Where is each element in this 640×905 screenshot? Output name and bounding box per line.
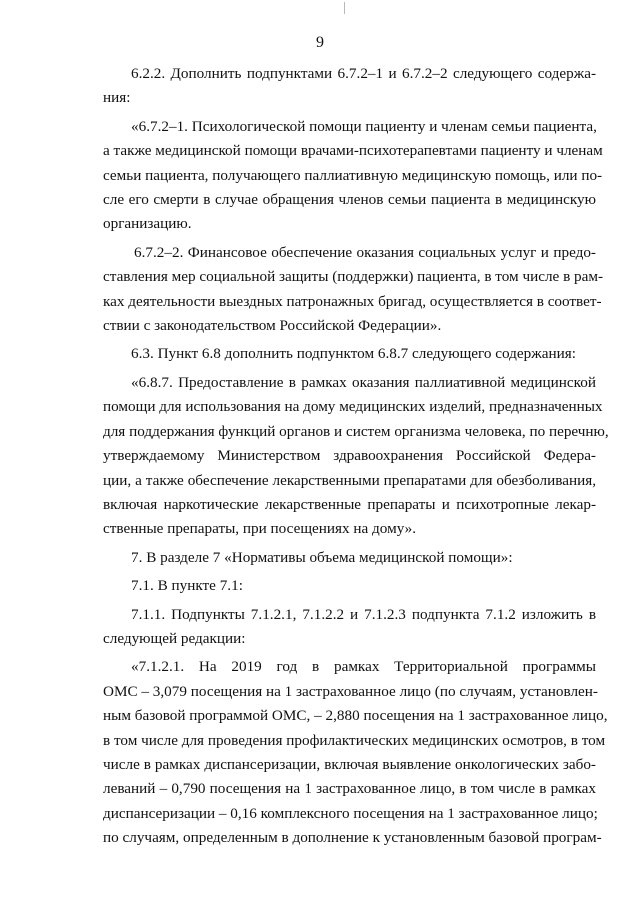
- text-line: «6.7.2–1. Психологической помощи пациенту и членам семьи пациента,: [131, 117, 597, 135]
- text-line: ствии с законодательством Российской Федерации».: [103, 317, 442, 335]
- text-line: 6.2.2. Дополнить подпунктами 6.7.2–1 и 6.7.2–2 следующего содержа-: [131, 65, 596, 82]
- text-line: сле его смерти в случае обращения членов семьи пациента в медицинскую: [103, 191, 596, 209]
- scan-artifact-mark: [344, 2, 345, 14]
- text-line: семьи пациента, получающего паллиативную медицинскую помощь, или по-: [103, 166, 603, 184]
- paragraph-6-3: [103, 342, 596, 366]
- text-line: следующей редакции:: [103, 629, 246, 647]
- text-line: 7. В разделе 7 «Нормативы объема медицинской помощи»:: [131, 548, 513, 566]
- paragraph-6-7-2-1: [103, 115, 603, 237]
- text-line: 6.7.2–2. Финансовое обеспечение оказания социальных услуг и предо-: [134, 243, 596, 261]
- text-line: организацию.: [103, 215, 192, 233]
- text-line: «7.1.2.1. На 2019 год в рамках Территориальной программы: [131, 658, 596, 676]
- text-line: ставления мер социальной защиты (поддержки) пациента, в том числе в рам-: [103, 268, 604, 286]
- text-line: включая наркотические лекарственные препараты и психотропные лекар-: [103, 495, 596, 513]
- text-line: по случаям, определенным в дополнение к установленным базовой програм-: [103, 829, 602, 847]
- paragraph-7-1-2-1: [103, 655, 608, 850]
- paragraph-7: [103, 546, 596, 570]
- paragraph-7-1-1: [103, 603, 596, 652]
- paragraph-6-8-7: [103, 371, 609, 542]
- text-line: утверждаемому Министерством здравоохранения Российской Федера-: [103, 447, 596, 465]
- text-line: 6.3. Пункт 6.8 дополнить подпунктом 6.8.7 следующего содержания:: [131, 345, 576, 363]
- text-line: числе в рамках диспансеризации, включая выявление онкологических забо-: [103, 755, 596, 773]
- text-line: леваний – 0,790 посещения на 1 застрахованное лицо, в том числе в рамках: [103, 780, 596, 798]
- document-body: [103, 62, 609, 855]
- text-line: ным базовой программой ОМС, – 2,880 посещения на 1 застрахованное лицо,: [103, 707, 608, 725]
- text-line: ОМС – 3,079 посещения на 1 застрахованное лицо (по случаям, установлен-: [103, 682, 598, 700]
- text-line: 7.1. В пункте 7.1:: [131, 577, 243, 595]
- text-line: диспансеризации – 0,16 комплексного посещения на 1 застрахованное лицо;: [103, 804, 598, 822]
- text-line: ственные препараты, при посещениях на дому».: [103, 520, 417, 538]
- page-number: 9: [316, 34, 324, 51]
- text-line: 7.1.1. Подпункты 7.1.2.1, 7.1.2.2 и 7.1.2.3 подпункта 7.1.2 изложить в: [131, 605, 596, 623]
- paragraph-6-7-2-2: [103, 241, 604, 339]
- text-line: ках деятельности выездных патронажных бригад, осуществляется в соответ-: [103, 292, 602, 310]
- text-line: для поддержания функций органов и систем организма человека, по перечню,: [103, 422, 609, 440]
- text-line: «6.8.7. Предоставление в рамках оказания паллиативной медицинской: [131, 373, 596, 391]
- text-line: помощи для использования на дому медицинских изделий, предназначенных: [103, 398, 603, 416]
- text-line: в том числе для проведения профилактических медицинских осмотров, в том: [103, 731, 606, 749]
- paragraph-7-1: [103, 574, 596, 598]
- paragraph-6-2-2: [103, 62, 596, 111]
- text-line: а также медицинской помощи врачами-психотерапевтами пациенту и членам: [103, 142, 603, 160]
- text-line: ния:: [103, 89, 131, 107]
- text-line: ции, а также обеспечение лекарственными препаратами для обезболивания,: [103, 471, 596, 489]
